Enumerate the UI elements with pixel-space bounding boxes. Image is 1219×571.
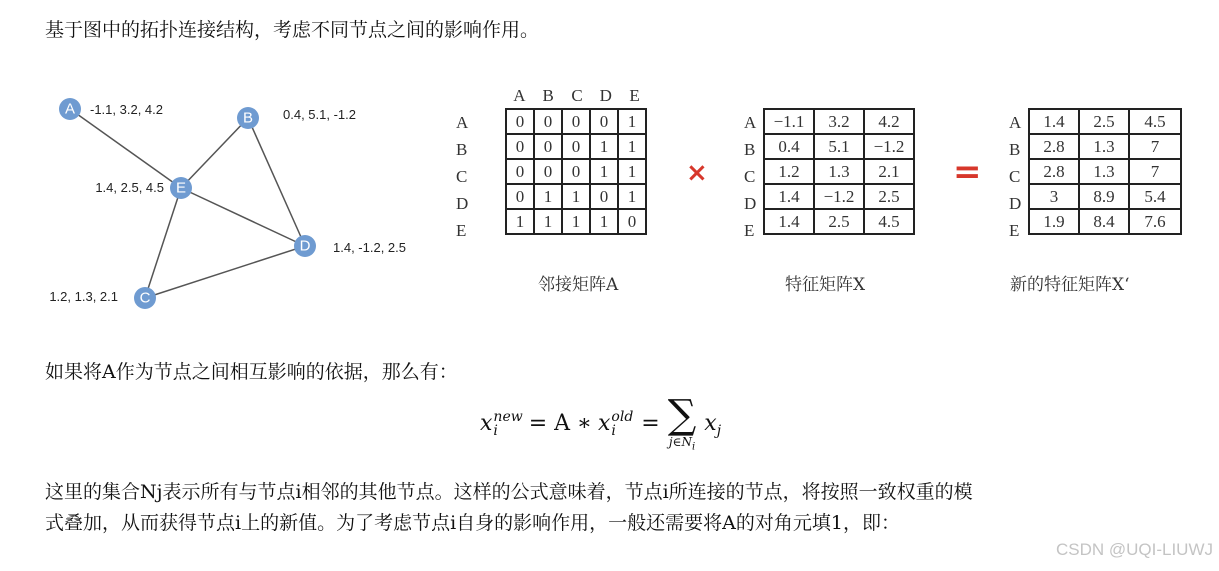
matrix-cell: 0 — [618, 209, 646, 234]
paragraph-2-line-1: 这里的集合Nj表示所有与节点i相邻的其他节点。这样的公式意味着，节点i所连接的节点，将按照一致权重的模 — [45, 481, 973, 503]
matrix-cell: 1 — [618, 109, 646, 134]
matrix-cell: 0 — [590, 109, 618, 134]
matrix-cell: 1.3 — [1079, 134, 1129, 159]
row-label: E — [456, 221, 467, 240]
matrix-cell: 1.3 — [814, 159, 864, 184]
column-label: D — [599, 86, 612, 105]
graph-node-letter: B — [242, 109, 254, 127]
matrix-cell: 1 — [590, 134, 618, 159]
matrix-row — [764, 209, 914, 234]
sub-j: j — [716, 422, 722, 439]
matrix-row — [1029, 184, 1181, 209]
row-label: E — [1009, 221, 1020, 240]
matrix-cell: 1.3 — [1079, 159, 1129, 184]
matrix-row — [764, 134, 914, 159]
matrix-row — [1029, 109, 1181, 134]
matrix-cell: 1 — [562, 184, 590, 209]
matrix-cell: 2.1 — [864, 159, 914, 184]
sup-new: new — [493, 408, 523, 425]
matrix-cell: 4.5 — [1129, 109, 1181, 134]
column-label: A — [513, 86, 526, 105]
formula-scripts-old — [611, 410, 633, 438]
graph-node-features: 0.4, 5.1, -1.2 — [283, 107, 356, 122]
row-label: A — [456, 113, 469, 132]
matrix-cell: −1.2 — [814, 184, 864, 209]
sup-old: old — [611, 408, 634, 425]
matrix-cell: 1.4 — [764, 209, 814, 234]
multiply-symbol: × — [686, 158, 708, 188]
matrix-row — [764, 109, 914, 134]
adjacency-row-labels — [456, 109, 468, 244]
paragraph-2-line-2: 式叠加，从而获得节点i上的新值。为了考虑节点i自身的影响作用，一般还需要将A的对角元填1，即： — [45, 512, 900, 534]
new-feature-matrix — [1028, 108, 1182, 235]
matrix-row — [506, 134, 646, 159]
row-label: E — [744, 221, 755, 240]
matrix-cell: 1 — [562, 209, 590, 234]
matrix-cell: 4.5 — [864, 209, 914, 234]
sum-index-sub: i — [691, 441, 696, 453]
graph-node-letter: C — [139, 289, 151, 307]
matrix-cell: 1 — [590, 159, 618, 184]
adjacency-column-labels — [505, 86, 649, 106]
matrix-cell: 3.2 — [814, 109, 864, 134]
matrix-cell: 5.4 — [1129, 184, 1181, 209]
matrix-cell: 1 — [590, 209, 618, 234]
sum-index: j∈N — [668, 435, 692, 449]
matrix-cell: 0 — [534, 134, 562, 159]
matrix-cell: 0 — [534, 109, 562, 134]
matrix-cell: 0 — [562, 109, 590, 134]
row-label: B — [1009, 140, 1021, 159]
row-label: A — [744, 113, 757, 132]
row-label: D — [1009, 194, 1022, 213]
feature-row-labels — [744, 109, 756, 244]
formula-eq1: = A ∗ — [528, 411, 592, 437]
graph-edge-B-E — [181, 118, 248, 188]
matrix-row — [764, 184, 914, 209]
formula-eq2: = — [641, 411, 660, 437]
matrix-cell: 2.5 — [864, 184, 914, 209]
matrix-cell: 0 — [590, 184, 618, 209]
sub-i2: i — [611, 422, 616, 439]
sub-i: i — [493, 422, 498, 439]
matrix-cell: 7 — [1129, 159, 1181, 184]
row-label: D — [744, 194, 757, 213]
matrix-cell: 0 — [506, 109, 534, 134]
matrix-cell: 7.6 — [1129, 209, 1181, 234]
graph-edge-A-E — [70, 109, 181, 188]
graph-node-letter: E — [175, 179, 187, 197]
intro-text: 基于图中的拓扑连接结构，考虑不同节点之间的影响作用。 — [45, 19, 540, 41]
new-feature-caption: 新的特征矩阵X‘ — [1010, 275, 1130, 295]
graph-node-letter: A — [64, 100, 76, 118]
matrix-row — [1029, 134, 1181, 159]
matrix-cell: 1.4 — [1029, 109, 1079, 134]
equals-symbol: = — [953, 152, 982, 192]
graph-node-features: 1.2, 1.3, 2.1 — [49, 289, 118, 304]
matrix-cell: 1 — [618, 184, 646, 209]
matrix-cell: 2.8 — [1029, 134, 1079, 159]
matrix-cell: 5.1 — [814, 134, 864, 159]
adjacency-caption: 邻接矩阵A — [538, 275, 619, 295]
graph-node-features: 1.4, 2.5, 4.5 — [95, 180, 164, 195]
formula-scripts-new — [493, 410, 522, 438]
formula-x: x — [480, 411, 493, 437]
matrix-cell: 0 — [562, 134, 590, 159]
row-label: C — [744, 167, 756, 186]
matrix-cell: 8.4 — [1079, 209, 1129, 234]
watermark: CSDN @UQI-LIUWJ — [1055, 540, 1213, 559]
summation — [667, 392, 697, 453]
graph-edge-B-D — [248, 118, 305, 246]
matrix-cell: 1 — [506, 209, 534, 234]
row-label: C — [1009, 167, 1021, 186]
matrix-cell: −1.1 — [764, 109, 814, 134]
formula — [480, 392, 722, 453]
sum-under — [669, 435, 695, 452]
matrix-cell: 3 — [1029, 184, 1079, 209]
matrix-cell: 1 — [618, 159, 646, 184]
graph-node-features: 1.4, -1.2, 2.5 — [333, 240, 406, 255]
column-label: C — [571, 86, 583, 105]
matrix-row — [506, 159, 646, 184]
matrix-cell: 1.4 — [764, 184, 814, 209]
matrix-cell: 1 — [618, 134, 646, 159]
new-feature-row-labels — [1009, 109, 1021, 244]
matrix-cell: 2.8 — [1029, 159, 1079, 184]
graph-node-letter: D — [299, 237, 311, 255]
column-label: E — [629, 86, 640, 105]
row-label: B — [456, 140, 468, 159]
matrix-row — [506, 109, 646, 134]
matrix-cell: 4.2 — [864, 109, 914, 134]
row-label: A — [1009, 113, 1022, 132]
matrix-cell: 0 — [506, 134, 534, 159]
matrix-cell: 0 — [562, 159, 590, 184]
column-label: B — [542, 86, 554, 105]
matrix-cell: 0 — [534, 159, 562, 184]
matrix-cell: 1.2 — [764, 159, 814, 184]
matrix-row — [506, 184, 646, 209]
graph-edge-C-D — [145, 246, 305, 298]
matrix-row — [1029, 209, 1181, 234]
paragraph-1: 如果将A作为节点之间相互影响的依据，那么有： — [45, 361, 458, 383]
matrix-row — [764, 159, 914, 184]
matrix-cell: 1 — [534, 209, 562, 234]
row-label: C — [456, 167, 468, 186]
matrix-cell: 1.9 — [1029, 209, 1079, 234]
matrix-row — [506, 209, 646, 234]
row-label: B — [744, 140, 756, 159]
graph-edge-E-C — [145, 188, 181, 298]
formula-xj: x — [704, 411, 717, 437]
matrix-cell: −1.2 — [864, 134, 914, 159]
graph-diagram — [0, 80, 440, 320]
row-label: D — [456, 194, 469, 213]
graph-edge-E-D — [181, 188, 305, 246]
feature-matrix — [763, 108, 915, 235]
matrix-row — [1029, 159, 1181, 184]
matrix-cell: 0.4 — [764, 134, 814, 159]
sigma-symbol: ∑ — [667, 392, 697, 438]
graph-node-features: -1.1, 3.2, 4.2 — [90, 102, 163, 117]
matrix-cell: 2.5 — [1079, 109, 1129, 134]
matrix-cell: 7 — [1129, 134, 1181, 159]
matrix-cell: 8.9 — [1079, 184, 1129, 209]
formula-x-old: x — [597, 411, 611, 437]
matrix-cell: 2.5 — [814, 209, 864, 234]
matrix-cell: 1 — [534, 184, 562, 209]
adjacency-matrix — [505, 108, 647, 235]
feature-caption: 特征矩阵X — [785, 275, 866, 295]
matrix-cell: 0 — [506, 159, 534, 184]
matrix-cell: 0 — [506, 184, 534, 209]
